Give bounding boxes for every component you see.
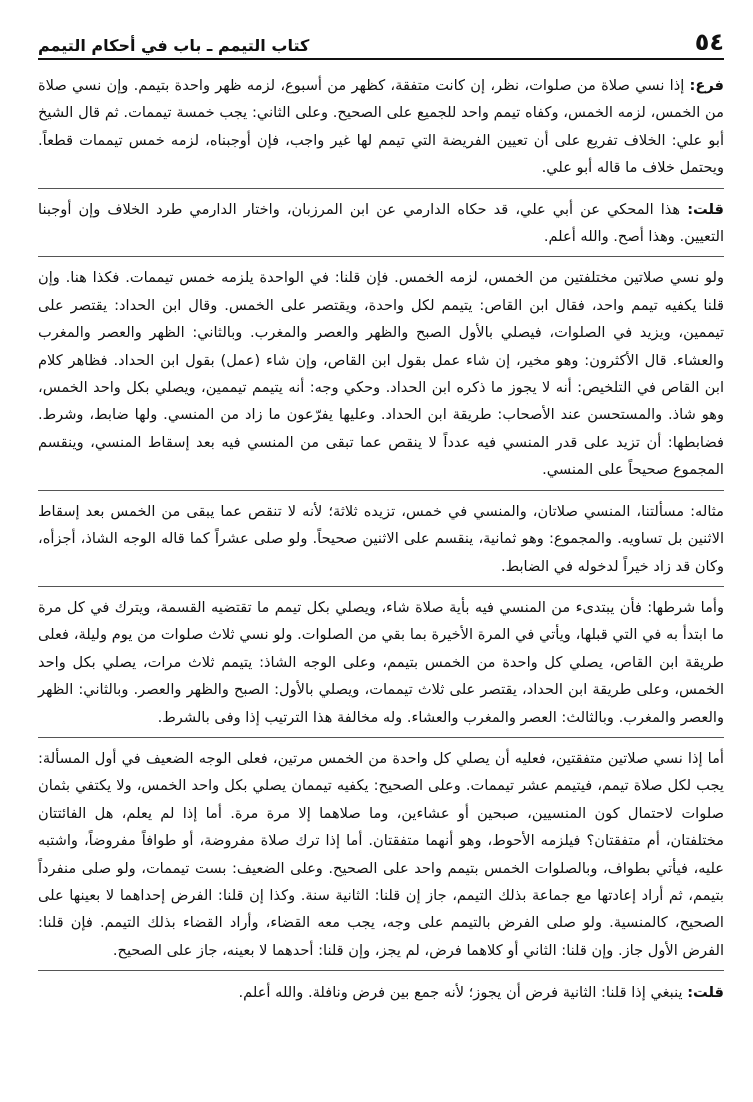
paragraph-qult	[38, 196, 724, 251]
closing-note	[38, 979, 724, 1006]
divider	[38, 970, 724, 971]
paragraph-text: وأما شرطها: فأن يبتدىء من المنسي فيه بأية صلاة شاء، ويصلي بكل تيمم ما تقتضيه القسمة، ويترك في كل مرة ما ابتدأ به في التي قبلها، ويأتي في المرة الأخيرة بما بقي من الصلوات. ولو نسي ثلاث صلوات من يوم وليلة، فعلى طريقة ابن القاص، يصلي كل واحدة من الخمس بتيمم، وعلى الوجه الشاذ: يتيمم ثلاث مرات، يصلي بكل واحد الخمس، وعلى طريقة ابن الحداد، يقتصر على ثلاث تيممات، ويصلي بالأول: الصبح والظهر والعصر. وبالثاني: الظهر والعصر والمغرب. وبالثالث: العصر والمغرب والعشاء. وله مخالفة هذا الترتيب إذا وفى بالشرط.	[38, 598, 724, 726]
running-title: كتاب التيمم ـ باب في أحكام التيمم	[38, 36, 310, 55]
divider	[38, 490, 724, 491]
paragraph-example	[38, 498, 724, 580]
divider	[38, 737, 724, 738]
paragraph-lead: فرع:	[689, 77, 724, 94]
document-page	[38, 24, 724, 1084]
closing-lead: قلت:	[687, 984, 724, 1002]
page-body	[38, 72, 724, 1007]
paragraph-text: أما إذا نسي صلاتين متفقتين، فعليه أن يصلي كل واحدة من الخمس مرتين، فعلى الوجه الضعيف في أول المسألة: يجب لكل صلاة تيمم، فيتيمم عشر تيممات. وعلى الصحيح: يكفيه تيممان يصلي بكل واحد الخمس، ولا يكتفي بثمان صلوات لاحتمال كون المنسيين، صبحين أو عشاءين، وما صلاهما إلا مرة مرة. أما إذا لم يعلم، هل الفائتتان مختلفتان، أم متفقتان؟ فيلزمه الأحوط، وهو أنهما متفقتان. أما إذا ترك صلاة مفروضة، أو طوافاً مفروضاً، واشتبه عليه، فيأتي بطواف، وبالصلوات الخمس بتيمم واحد على الصحيح. وعلى الضعيف: بست تيممات، ولو صلى منفرداً بتيمم، ثم أراد إعادتها مع جماعة بذلك التيمم، جاز إن قلنا: الثانية سنة. وكذا إن قلنا: الفرض إحداهما لا بعينها على الصحيح، كالمنسية. ولو صلى الفرض بالتيمم على وجه، يجب معه القضاء، وأراد القضاء بذلك التيمم. فإن قلنا: الفرض الأول جاز. وإن قلنا: الثاني أو كلاهما فرض، لم يجز، وإن قلنا: أحدهما لا بعينه، جاز على الصحيح.	[38, 749, 724, 959]
divider	[38, 256, 724, 257]
divider	[38, 188, 724, 189]
divider	[38, 586, 724, 587]
paragraph-same-prayers	[38, 745, 724, 964]
page-number: ٥٤	[694, 28, 724, 56]
paragraph-lead: قلت:	[687, 200, 724, 218]
paragraph-text: إذا نسي صلاة من صلوات، نظر، إن كانت متفقة، كظهر من أسبوع، لزمه ظهر واحدة بتيمم. وإن نسي صلاة من الخمس، لزمه الخمس، وكفاه تيمم واحد للجميع على الصحيح. وعلى الثاني: يجب خمسة تيممات. ثم قال الشيخ أبو علي: الخلاف تفريع على أن تعيين الفريضة التي تيمم لها غير واجب، فإن أوجبناه، لزمه خمس تيممات قطعاً. ويحتمل خلاف ما قاله أبو علي.	[38, 77, 724, 177]
page-header	[38, 24, 724, 60]
paragraph-far	[38, 72, 724, 182]
paragraph-text: ولو نسي صلاتين مختلفتين من الخمس، لزمه الخمس. فإن قلنا: في الواحدة يلزمه خمس تيممات. فكذا هنا. وإن قلنا يكفيه تيمم واحد، فقال ابن القاص: يتيمم لكل واحدة، ويقتصر على الخمس. وقال ابن الحداد: يقتصر على تيممين، ويزيد في الصلوات، فيصلي بالأول الصبح والظهر والعصر والمغرب. وبالثاني: الظهر والعصر والمغرب والعشاء. قال الأكثرون: وهو مخير، إن شاء عمل بقول ابن القاص، وإن شاء (عمل) بقول ابن الحداد. فظاهر كلام ابن القاص في التلخيص: أنه لا يجوز ما ذكره ابن الحداد. وحكي وجه: أنه يتيمم تيممين، ويصلي بكل واحد الخمس، وهو شاذ. والمستحسن عند الأصحاب: طريقة ابن الحداد. وعليها يفرّعون ما زاد من المنسي. ولها ضابط، وشرط. فضابطها: أن تزيد على قدر المنسي فيه عدداً لا ينقص عما تبقى من المنسي فيه بعد إسقاط المنسي، وينقسم المجموع صحيحاً على المنسي.	[38, 269, 724, 479]
closing-text: ينبغي إذا قلنا: الثانية فرض أن يجوز؛ لأنه جمع بين فرض ونافلة. والله أعلم.	[238, 984, 688, 1002]
paragraph-text: هذا المحكي عن أبي علي، قد حكاه الدارمي عن ابن المرزبان، واختار الدارمي طرد الخلاف وإن أوجبنا التعيين. وهذا أصح. والله أعلم.	[38, 200, 724, 246]
paragraph-two-different-prayers	[38, 264, 724, 483]
paragraph-condition	[38, 594, 724, 731]
paragraph-text: مثاله: مسألتنا، المنسي صلاتان، والمنسي في خمس، تزيده ثلاثة؛ لأنه لا تنقص عما يبقى من الخمس بعد إسقاط الاثنين بل تساويه. والمجموع: وهو ثمانية، ينقسم على الاثنين صحيحاً. ولو صلى عشراً كما قاله الوجه الشاذ، أجزأه، وكان قد زاد خيراً لدخوله في الضابط.	[38, 502, 724, 575]
